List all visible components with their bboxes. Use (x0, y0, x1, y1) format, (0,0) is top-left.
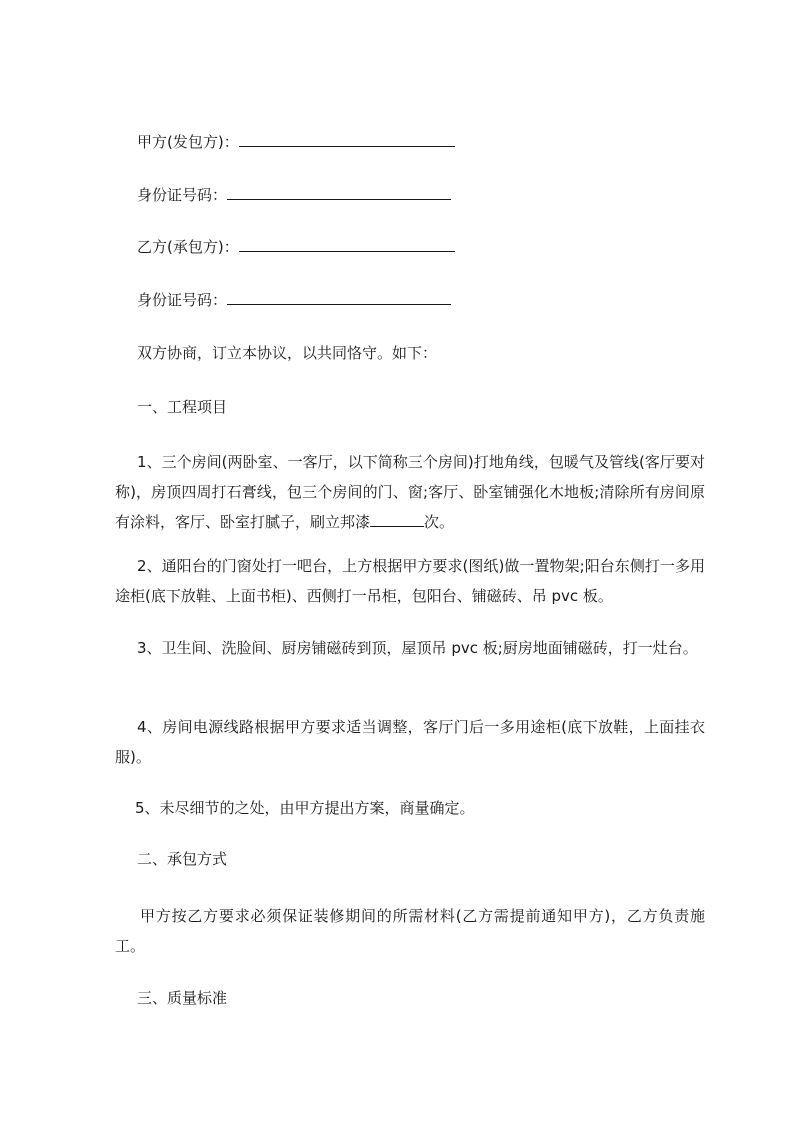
party-a-line (137, 131, 455, 153)
party-b-line (137, 236, 455, 258)
section-1-item-4: 4、房间电源线路根据甲方要求适当调整，客厅门后一多用途柜(底下放鞋，上面挂衣服)。 (115, 718, 705, 766)
id-number-line-1 (137, 184, 451, 206)
section-1-item-5: 5、未尽细节的之处，由甲方提出方案，商量确定。 (135, 799, 475, 817)
party-b-blank (239, 237, 455, 252)
item-1-suffix: 次。 (424, 513, 455, 531)
id-number-label-2: 身份证号码： (137, 291, 228, 309)
party-b-label: 乙方(承包方)： (137, 238, 239, 256)
section-1-item-2: 2、通阳台的门窗处打一吧台，上方根据甲方要求(图纸)做一置物架;阳台东侧打一多用途柜(底下放鞋、上面书柜)、西侧打一吊柜，包阳台、铺磁砖、吊 pvc 板。 (115, 557, 705, 605)
intro-text: 双方协商，订立本协议，以共同恪守。如下： (137, 344, 438, 362)
section-1-item-3: 3、卫生间、洗脸间、厨房铺磁砖到顶，屋顶吊 pvc 板;厨房地面铺磁砖，打一灶台。 (137, 639, 698, 657)
section-1-heading: 一、工程项目 (137, 398, 228, 416)
section-2-heading: 二、承包方式 (137, 850, 228, 868)
item-1-text: 1、三个房间(两卧室、一客厅，以下简称三个房间)打地角线，包暖气及管线(客厅要对称)，房顶四周打石膏线，包三个房间的门、窗;客厅、卧室铺强化木地板;清除所有房间原有涂料，客厅、卧室打腻子，刷立邦漆 (115, 453, 705, 531)
section-3-heading: 三、质量标准 (137, 989, 228, 1007)
party-a-label: 甲方(发包方)： (137, 133, 239, 151)
item-1-blank (370, 512, 424, 527)
id-number-line-2 (137, 289, 451, 311)
id-number-blank-1 (227, 185, 451, 200)
section-1-item-1 (115, 447, 705, 537)
id-number-label-1: 身份证号码： (137, 186, 228, 204)
id-number-blank-2 (227, 290, 451, 305)
section-2-text: 甲方按乙方要求必须保证装修期间的所需材料(乙方需提前通知甲方)，乙方负责施工。 (115, 907, 705, 955)
party-a-blank (239, 132, 455, 147)
